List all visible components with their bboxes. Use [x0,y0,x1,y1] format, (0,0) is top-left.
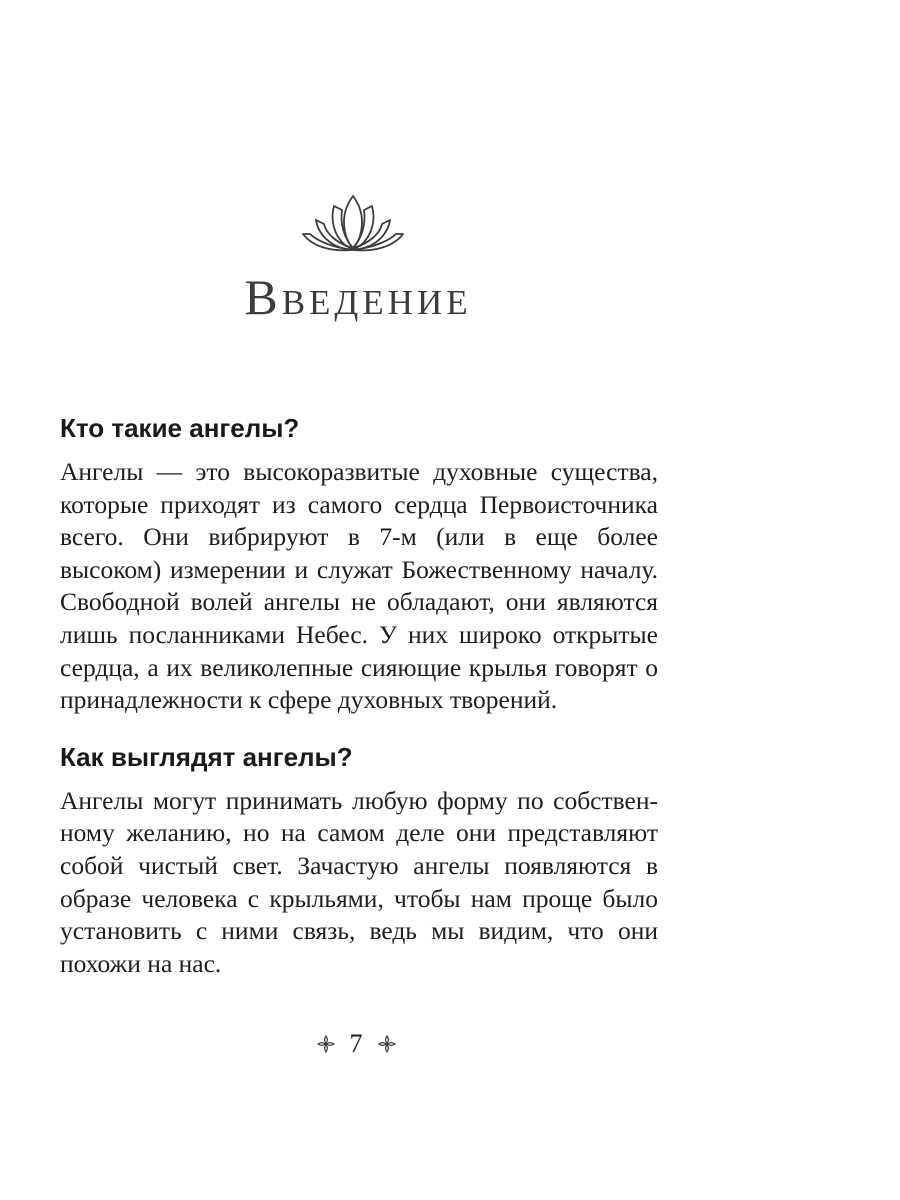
section-heading: Кто такие ангелы? [60,413,300,443]
flower-ornament-icon [316,1034,336,1054]
section-paragraph: Ангелы — это высокоразвитые духовные существа, которые приходят из самого сердца Первоисточника всего. Они вибрируют в 7-м (или в еще более высоком) измерении и служат Божественному началу. Свободной волей ангелы не обладают, они являются лишь посланниками Небес. У них широко открытые сердца, а их великолепные сияющие крылья говорят о принадлежности к сфере духовных творений. [60,457,658,715]
flower-ornament-icon [377,1034,397,1054]
section-heading: Как выглядят ангелы? [60,741,353,772]
page-footer [300,1026,412,1062]
section-paragraph: Ангелы могут принимать любую форму по собственному желанию, но на самом деле они представляют собой чистый свет. Зачастую ангелы появляются в образе человека с крыльями, чтобы нам проще было установить с ними связь, ведь мы видим, что они похожи на нас. [60,785,658,978]
chapter-content [60,410,658,1002]
page-number: 7 [349,1029,363,1058]
lotus-icon [300,192,406,254]
chapter-title: Введение [244,269,472,325]
